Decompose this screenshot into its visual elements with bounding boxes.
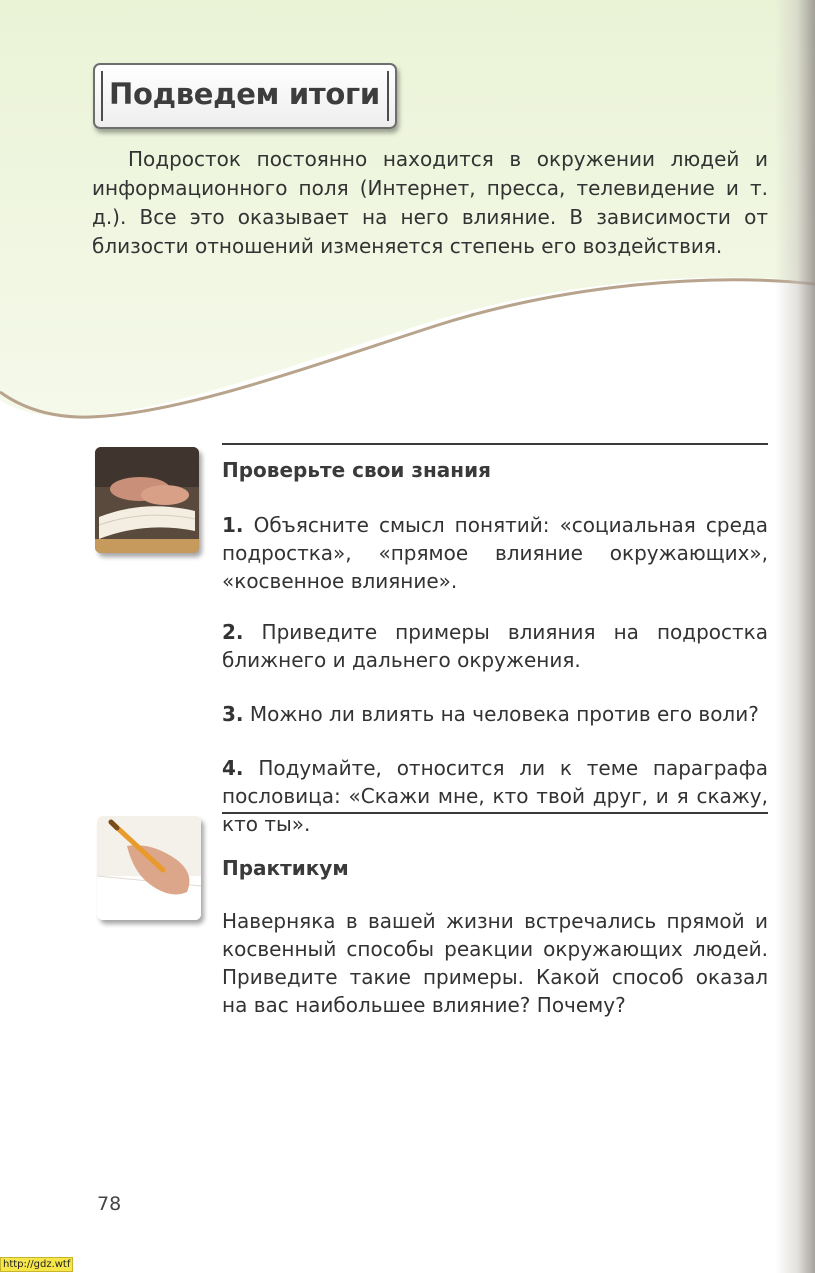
question-number: 2.	[222, 620, 244, 644]
question-text: Подумайте, относится ли к теме параграфа пословица: «Скажи мне, кто твой друг, и я скажу, кто ты».	[222, 756, 769, 836]
question-3	[222, 700, 768, 728]
question-2	[222, 618, 768, 674]
practicum-task: Наверняка в вашей жизни встречались прямой и косвенный способы реакции окружающих людей. Приведите такие примеры. Какой способ оказал на вас наибольшее влияние? Почему?	[222, 909, 768, 1017]
summary-paragraph: Подросток постоянно находится в окружении людей и информационного поля (Интернет, пресса, телевидение и т. д.). Все это оказывает на него влияние. В зависимости от близости отношений изменяется степень его воздействия.	[92, 147, 768, 258]
top-divider	[222, 443, 768, 445]
question-text: Приведите примеры влияния на подростка ближнего и дальнего окружения.	[222, 620, 768, 672]
knowledge-heading: Проверьте свои знания	[222, 458, 491, 482]
middle-divider	[222, 812, 768, 814]
question-text: Объясните смысл понятий: «социальная среда подростка», «прямое влияние окружающих», «косвенное влияние».	[222, 513, 768, 593]
question-number: 3.	[222, 702, 244, 726]
source-watermark: http://gdz.wtf	[0, 1257, 73, 1272]
question-number: 1.	[222, 513, 244, 537]
book-hands-icon	[95, 447, 199, 553]
book-spine-shadow	[775, 0, 815, 1273]
practicum-heading: Практикум	[222, 856, 349, 880]
section-title-box	[93, 63, 397, 129]
question-number: 4.	[222, 756, 244, 780]
question-4	[222, 754, 768, 838]
writing-hand-icon	[97, 816, 201, 920]
page-title: Подведем итоги	[109, 77, 380, 111]
page-number: 78	[97, 1193, 122, 1215]
question-1	[222, 511, 768, 595]
question-text: Можно ли влиять на человека против его воли?	[249, 702, 759, 726]
